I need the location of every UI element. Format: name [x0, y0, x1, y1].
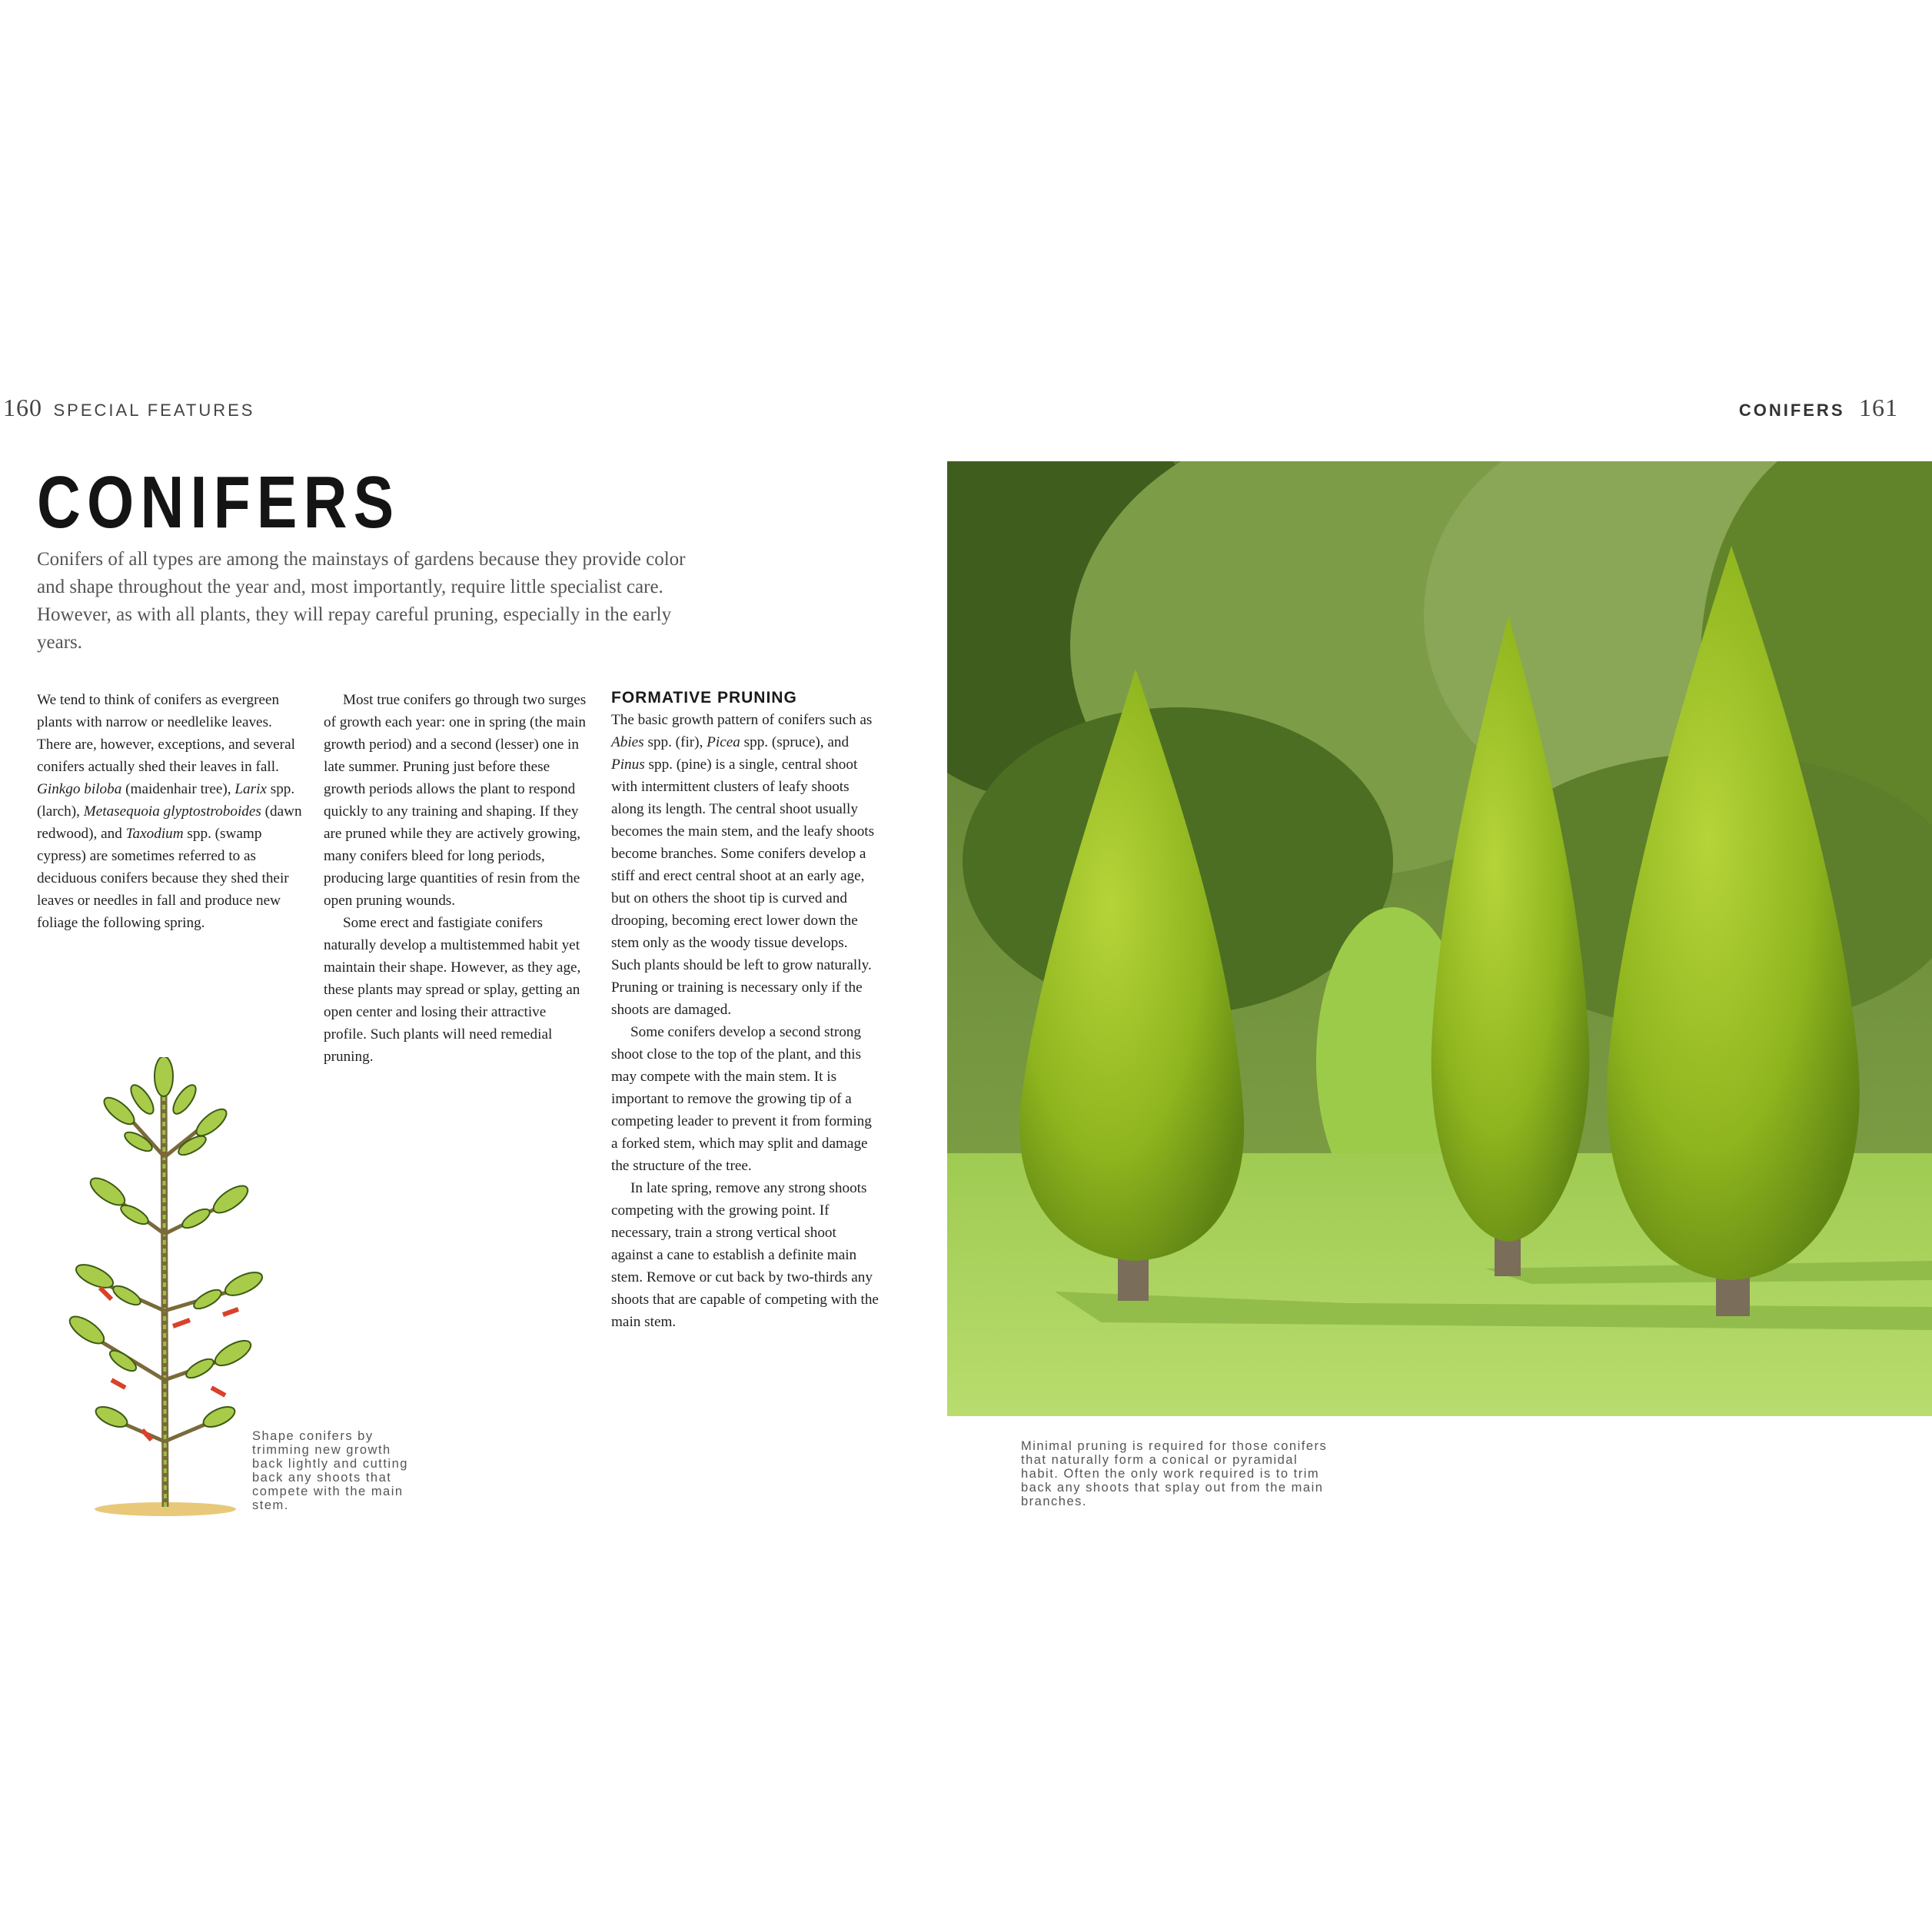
left-page-number: 160 [3, 394, 42, 421]
conifer-pruning-illustration [65, 1057, 273, 1518]
text-run: spp. (pine) is a single, central shoot with intermittent clusters of leafy shoots along its length. The central shoot usually becomes the main stem, and the leafy shoots become branches. Some conifers develop a stiff and erect central shoot at an early age, but on others the shoot tip is curved and drooping, becoming erect lower down the stem only as the woody tissue develops. Such plants should be left to grow naturally. Pruning or training is necessary only if the shoots are damaged. [611, 757, 875, 1018]
right-folio [1739, 394, 1898, 422]
text-run: (maidenhair tree), [121, 781, 235, 797]
latin-name: Taxodium [125, 826, 184, 842]
page-title: CONIFERS [37, 461, 401, 544]
formative-pruning-heading: FORMATIVE PRUNING [611, 689, 797, 707]
latin-name: Metasequoia glyptostroboides [83, 803, 261, 820]
text-run: We tend to think of conifers as evergreen plants with narrow or needlelike leaves. There are, however, exceptions, and several conifers actually shed their leaves in fall. [37, 692, 295, 775]
text-run: spp. (spruce), and [740, 734, 850, 750]
column-3-paragraph-2: Some conifers develop a second strong shoot close to the top of the plant, and this may compete with the main stem. It is important to remove the growing tip of a competing leader to prevent it from forming a forked stem, which may split and damage the structure of the tree. [611, 1024, 872, 1174]
left-folio [3, 394, 254, 422]
column-1-paragraph [37, 689, 302, 934]
column-2 [324, 689, 593, 1068]
text-run: spp. (swamp cypress) are sometimes referred to as deciduous conifers because they shed their leaves or needles in fall and produce new foliage the following spring. [37, 826, 289, 931]
text-run: spp. (fir), [643, 734, 707, 750]
text-run: (dawn redwood), and [37, 803, 302, 842]
column-1 [37, 689, 302, 934]
column-3-paragraph-3: In late spring, remove any strong shoots competing with the growing point. If necessary, train a strong vertical shoot against a cane to establish a definite main stem. Remove or cut back by two-thirds any shoots that are capable of competing with the main stem. [611, 1180, 879, 1330]
conifer-photograph [947, 461, 1932, 1416]
latin-name: Ginkgo biloba [37, 781, 122, 797]
column-3 [611, 687, 880, 1333]
right-running-head: CONIFERS [1738, 401, 1845, 420]
intro-paragraph: Conifers of all types are among the mainstays of gardens because they provide color and shape throughout the year and, most importantly, require little specialist care. However, as with all plants, they will repay careful pruning, especially in the early years. [37, 549, 686, 653]
photo-caption: Minimal pruning is required for those conifers that naturally form a conical or pyramidal habit. Often the only work required is to trim back any shoots that splay out from the main branches. [1021, 1439, 1328, 1508]
latin-name: Abies [611, 734, 644, 750]
latin-name: Larix [234, 781, 267, 797]
text-run: spp. (larch), [37, 781, 295, 820]
column-2-paragraph-2: Some erect and fastigiate conifers naturally develop a multistemmed habit yet maintain their shape. However, as they age, these plants may spread or splay, getting an open center and losing their attractive profile. Such plants will need remedial pruning. [324, 915, 581, 1065]
column-2-paragraph-1: Most true conifers go through two surges of growth each year: one in spring (the main growth period) and a second (lesser) one in late summer. Pruning just before these growth periods allows the plant to respond quickly to any training and shaping. If they are pruned while they are actively growing, many conifers bleed for long periods, producing large quantities of resin from the open pruning wounds. [324, 692, 587, 909]
latin-name: Pinus [611, 757, 645, 773]
illustration-caption: Shape conifers by trimming new growth back lightly and cutting back any shoots that compete with the main stem. [252, 1429, 408, 1512]
text-run: The basic growth pattern of conifers such as [611, 712, 873, 728]
left-running-head: SPECIAL FEATURES [53, 401, 255, 420]
column-3-paragraph-1 [611, 709, 880, 1021]
right-page-number: 161 [1859, 394, 1898, 421]
latin-name: Picea [707, 734, 740, 750]
